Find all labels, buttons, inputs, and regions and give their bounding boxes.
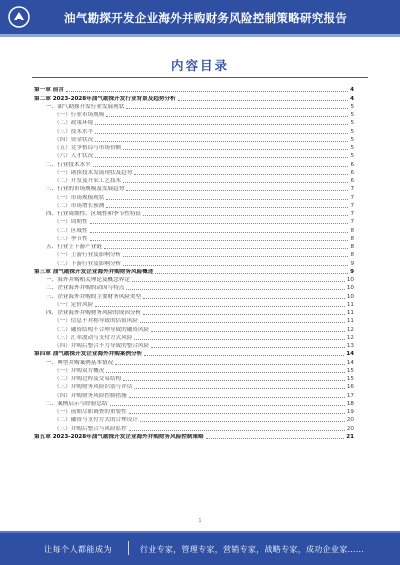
toc-dot-leader [106,199,348,200]
toc-dot-leader [178,100,348,101]
toc-entry[interactable] [34,210,354,218]
toc-entry-page: 7 [350,211,354,217]
toc-entry[interactable] [34,309,354,317]
toc-dot-leader [134,339,345,340]
toc-entry-text: （四）并购财务风险控制措施 [54,392,127,399]
toc-dot-leader [95,133,348,134]
toc-entry-page: 8 [350,235,354,242]
toc-dot-leader [95,306,345,307]
toc-dot-leader [110,405,345,406]
toc-entry-text: （三）季节性 [54,235,88,242]
toc-dot-leader [66,91,348,92]
toc-entry[interactable] [34,243,354,251]
toc-entry-text: 三、企业海外并购的主要财务风险类型 [46,293,142,300]
toc-entry-page: 17 [346,392,354,399]
toc-entry[interactable] [34,408,354,416]
toc-dot-leader [143,314,345,315]
toc-dot-leader [95,124,348,125]
toc-entry-page: 11 [346,301,354,308]
toc-entry-page: 21 [346,433,354,440]
toc-entry-page: 11 [346,318,354,325]
toc-entry-page: 12 [346,326,354,333]
toc-dot-leader [144,355,344,356]
toc-entry-page: 4 [350,87,354,94]
toc-entry-text: （一）勘探技术发展现状及趋势 [54,169,133,176]
toc-entry-text: （三）汇率波动与支付方式风险 [54,334,133,341]
toc-entry-page: 10 [346,293,354,300]
toc-entry-text: 第五章 2023-2028年油气勘探开发企业海外并购财务风险控制策略 [34,433,204,440]
toc-entry[interactable] [34,111,354,119]
toc-dot-leader [104,248,348,249]
toc-entry[interactable] [34,350,354,358]
toc-dot-leader [143,215,348,216]
toc-entry-page: 12 [346,334,354,341]
toc-entry-text: （四）并购后整合不力导致的整合风险 [54,343,150,349]
toc-entry[interactable] [34,317,354,325]
toc-entry-page: 13 [346,343,354,349]
toc-dot-leader [123,265,348,266]
toc-entry[interactable] [34,358,354,366]
toc-entry-page: 10 [346,277,354,283]
toc-entry-text: （一）前期尽职调查的重要性 [54,409,127,415]
toc-heading: 内容目录 [170,58,229,73]
toc-entry[interactable] [34,268,354,276]
toc-dot-leader [95,141,348,142]
toc-entry[interactable] [34,391,354,399]
toc-entry-page: 7 [350,186,354,193]
toc-entry-text: 第二章 2023-2028年油气勘探开发行业背景及趋势分析 [34,95,176,102]
toc-entry[interactable] [34,202,354,210]
toc-entry-page: 7 [350,219,354,226]
toc-entry[interactable] [34,400,354,408]
toc-entry-text: （二）区域性 [54,227,88,234]
toc-entry-page: 5 [350,136,354,143]
toc-dot-leader [129,430,345,431]
toc-entry-text: 二、企业海外并购的动因与特点 [46,285,125,292]
toc-entry[interactable] [34,119,354,127]
toc-entry-page: 8 [350,252,354,259]
toc-dot-leader [129,413,345,414]
toc-entry-page: 6 [350,169,354,176]
toc-dot-leader [132,281,345,282]
toc-entry[interactable] [34,284,354,292]
toc-entry[interactable] [34,160,354,168]
toc-divider [32,77,368,78]
toc-entry-page: 5 [350,112,354,118]
toc-entry-page: 5 [350,145,354,151]
toc-entry[interactable] [34,193,354,201]
toc-entry-text: （一）上游行业及影响分析 [54,252,122,259]
toc-entry[interactable] [34,94,354,102]
toc-entry-page: 10 [346,285,354,292]
toc-entry[interactable] [34,127,354,135]
toc-entry-text: （一）行业市场规模 [54,112,105,118]
toc-entry-page: 9 [350,268,354,275]
toc-dot-leader [90,240,349,241]
toc-entry-text: 五、行业上下游产业链 [46,244,102,250]
toc-dot-leader [140,322,345,323]
toc-dot-leader [151,347,345,348]
toc-entry-text: 三、行业的市场规模及发展趋势 [46,186,125,193]
toc-entry-page: 20 [346,417,354,424]
company-logo-icon [8,6,30,28]
toc-entry[interactable] [34,144,354,152]
toc-entry[interactable] [34,367,354,375]
toc-entry[interactable] [34,292,354,300]
toc-entry-page: 18 [346,400,354,407]
toc-dot-leader [106,207,348,208]
toc-entry[interactable] [34,424,354,432]
toc-dot-leader [93,166,349,167]
toc-dot-leader [106,116,348,117]
toc-entry-text: 四、企业海外并购财务风险的成因分析 [46,310,142,316]
toc-entry-text: 第一章 前言 [34,87,64,94]
toc-entry-text: （二）融资结构不合理导致的融资风险 [54,326,150,333]
toc-entry[interactable] [34,375,354,383]
toc-dot-leader [129,397,345,398]
toc-dot-leader [140,421,345,422]
toc-entry-text: （三）并购后整合与风险监控 [54,425,127,432]
toc-dot-leader [126,190,348,191]
toc-entry-page: 7 [350,202,354,209]
footer-bar [0,531,400,565]
toc-entry[interactable] [34,334,354,342]
toc-entry-text: （一）周期性 [54,219,88,226]
toc-entry-page: 11 [346,310,354,316]
toc-entry-text: （一）定价风险 [54,301,94,308]
toc-entry[interactable] [34,325,354,333]
toc-entry-text: （三）并购财务风险识别与评估 [54,384,133,391]
toc-entry-text: 第四章 油气勘探开发企业海外并购案例分析 [34,351,143,358]
toc-entry-text: 二、行业技术水平 [46,161,91,168]
toc-entry-page: 14 [346,359,354,366]
toc-entry-page: 20 [346,425,354,432]
footer-tagline: 行业专家，管理专家，营销专家，战略专家，成功企业家…… [140,545,365,554]
toc-entry-page: 5 [350,128,354,135]
toc-entry[interactable] [34,259,354,267]
toc-entry-text: 第三章 油气勘探开发企业海外并购财务风险概述 [34,268,154,275]
toc-entry-page: 5 [350,103,354,110]
toc-dot-leader [115,364,345,365]
toc-entry-page: 14 [346,351,354,358]
toc-entry-text: （一）市场规模现状 [54,194,105,201]
toc-dot-leader [151,331,345,332]
table-of-contents [34,86,354,441]
toc-entry[interactable] [34,136,354,144]
header-bar [0,0,400,34]
toc-entry-text: 一、海外并购相关理论及概念界定 [46,277,130,283]
toc-entry[interactable] [34,177,354,185]
toc-entry[interactable] [34,416,354,424]
toc-entry[interactable] [34,185,354,193]
toc-entry[interactable] [34,276,354,284]
toc-entry-text: 一、油气勘探开发行业发展现状 [46,103,125,110]
toc-entry[interactable] [34,226,354,234]
toc-entry-text: 一、典型并购案例基本情况 [46,359,114,366]
toc-dot-leader [90,232,349,233]
toc-dot-leader [95,157,348,158]
toc-entry-text: （二）市场增长预测 [54,202,105,209]
toc-entry[interactable] [34,235,354,243]
toc-dot-leader [126,289,345,290]
toc-entry-text: （一）信息不对称导致的估值风险 [54,318,138,325]
toc-entry[interactable] [34,152,354,160]
footer-accent-stripe [0,531,400,533]
toc-entry-text: （四）资金状况 [54,136,94,143]
toc-entry-page: 4 [350,95,354,102]
toc-entry-page: 5 [350,120,354,127]
toc-entry[interactable] [34,103,354,111]
toc-entry-page: 16 [346,384,354,391]
toc-entry-text: （五）竞争格局与市场份额 [54,145,122,151]
toc-entry-page: 6 [350,178,354,184]
toc-dot-leader [106,372,345,373]
toc-entry[interactable] [34,169,354,177]
toc-entry-text: （一）并购双方概况 [54,367,105,374]
toc-entry-text: （三）技术水平 [54,128,94,135]
toc-entry-page: 5 [350,153,354,160]
toc-entry-text: （二）下游行业及影响分析 [54,260,122,267]
toc-entry[interactable] [34,86,354,94]
toc-entry-text: （二）开发及开采工艺技术 [54,178,122,184]
report-title: 油气勘探开发企业海外并购财务风险控制策略研究报告 [64,11,348,25]
toc-entry-text: 四、行业周期性、区域性和季节性特征 [46,211,142,217]
toc-dot-leader [143,298,345,299]
header-divider [0,34,400,37]
toc-entry[interactable] [34,251,354,259]
toc-dot-leader [206,438,345,439]
toc-entry[interactable] [34,433,354,441]
toc-entry-text: （二）并购过程及交易结构 [54,376,122,382]
toc-entry-page: 8 [350,227,354,234]
footer-divider [128,541,129,555]
toc-entry[interactable] [34,218,354,226]
toc-entry-text: （六）人才状况 [54,153,94,160]
page-number: 1 [198,518,202,524]
toc-entry-text: （二）政策环境 [54,120,94,127]
toc-entry-page: 19 [346,409,354,415]
toc-dot-leader [123,256,348,257]
toc-dot-leader [134,388,345,389]
toc-dot-leader [123,182,348,183]
toc-dot-leader [155,273,348,274]
toc-entry-text: （二）融资与支付方式的合理设计 [54,417,138,424]
toc-entry[interactable] [34,383,354,391]
toc-entry[interactable] [34,342,354,350]
toc-entry-text: 二、案例启示与经验总结 [46,400,108,407]
toc-entry-page: 6 [350,161,354,168]
toc-dot-leader [126,108,348,109]
toc-dot-leader [134,174,348,175]
toc-dot-leader [123,380,345,381]
toc-entry-page: 8 [350,244,354,250]
toc-entry[interactable] [34,301,354,309]
toc-entry-page: 15 [346,376,354,382]
toc-dot-leader [123,149,348,150]
toc-entry-page: 15 [346,367,354,374]
toc-entry-page: 9 [350,260,354,267]
footer-slogan: 让每个人都能成为 [44,545,112,554]
toc-entry-page: 7 [350,194,354,201]
toc-dot-leader [90,223,349,224]
